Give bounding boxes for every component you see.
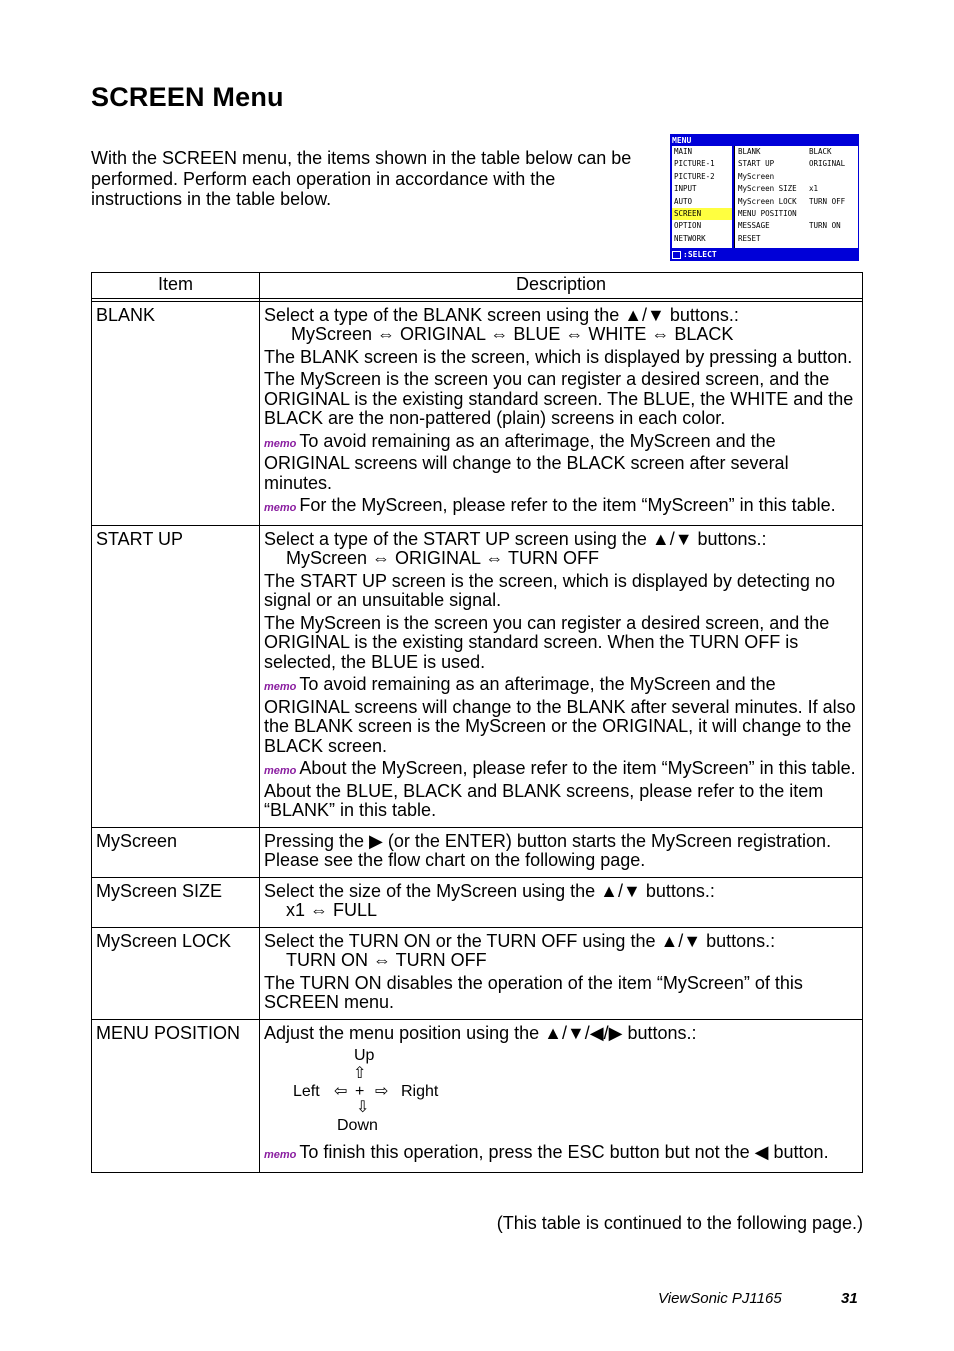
- memo-icon: memo: [264, 502, 297, 514]
- table-row-startup: [92, 525, 863, 827]
- item-cell: START UP: [92, 525, 260, 827]
- menu-right-row: [735, 208, 858, 220]
- page-title: SCREEN Menu: [91, 82, 284, 112]
- menu-row-name: MESSAGE: [738, 221, 770, 231]
- menu-row-name: START UP: [738, 159, 775, 169]
- menu-row-name: MyScreen SIZE: [738, 184, 797, 194]
- memo-icon: memo: [264, 1149, 297, 1161]
- desc-line: Select a type of the BLANK screen using the ▲/▼ buttons.:: [264, 304, 739, 325]
- menu-left-item: MAIN: [674, 147, 693, 156]
- menu-footer: [672, 249, 717, 260]
- intro-paragraph: With the SCREEN menu, the items shown in the table below can be performed. Perform each operation in accordance with the instructions in the table below.: [91, 148, 632, 209]
- description-cell: [260, 927, 863, 1019]
- page-number: 31: [841, 1290, 858, 1307]
- description-cell: [260, 301, 863, 525]
- desc-line: Adjust the menu position using the ▲/▼/◀/▶ buttons.:: [264, 1022, 697, 1043]
- item-cell: BLANK: [92, 301, 260, 525]
- desc-paragraph: The BLANK screen is the screen, which is displayed by pressing a button.: [264, 346, 853, 367]
- item-cell: MyScreen: [92, 827, 260, 877]
- desc-options: x1 ⇔ FULL: [286, 900, 378, 920]
- desc-paragraph: Pressing the ▶ (or the ENTER) button starts the MyScreen registration. Please see the flow chart on the following page.: [264, 830, 832, 870]
- menu-row-name: MENU POSITION: [738, 208, 797, 218]
- menu-row-name: BLANK: [738, 147, 761, 156]
- memo-text: To avoid remaining as an afterimage, the MyScreen and the ORIGINAL screens will change to the BLANK after several minutes. If also the BLANK screen is the MyScreen or the ORIGINAL, it will change to the BLACK screen.: [264, 674, 856, 756]
- menu-right-row: [735, 196, 858, 208]
- select-icon: [672, 251, 681, 259]
- item-cell: MENU POSITION: [92, 1019, 260, 1172]
- diagram-right-label: Right: [401, 1083, 439, 1100]
- menu-right-row: [735, 220, 858, 232]
- menu-left-list: [672, 146, 732, 248]
- menu-left-item: INPUT: [674, 184, 697, 194]
- screen-menu-screenshot: [670, 134, 859, 261]
- menu-right-row: [735, 171, 858, 183]
- up-arrow-icon: ⇧: [353, 1065, 367, 1082]
- memo-icon: memo: [264, 765, 297, 777]
- memo-icon: memo: [264, 437, 297, 450]
- memo-text: For the MyScreen, please refer to the item “MyScreen” in this table.: [299, 495, 836, 515]
- menu-left-item: PICTURE-1: [674, 159, 715, 169]
- table-row-myscreen: [92, 827, 863, 877]
- memo-text: To avoid remaining as an afterimage, the MyScreen and the ORIGINAL screens will change to the BLACK screen after several minutes.: [264, 430, 789, 493]
- menu-row-value: ORIGINAL: [809, 159, 846, 169]
- menu-row-value: TURN OFF: [809, 196, 846, 206]
- menu-left-item: AUTO: [674, 196, 693, 206]
- menu-left-item: OPTION: [674, 221, 702, 231]
- description-cell: [260, 1019, 863, 1172]
- menu-right-list: [734, 146, 858, 248]
- menu-right-row: [735, 233, 858, 245]
- item-cell: MyScreen SIZE: [92, 877, 260, 927]
- table-row-myscreen-lock: [92, 927, 863, 1019]
- table-header-row: [92, 273, 863, 299]
- down-arrow-icon: ⇩: [356, 1099, 370, 1116]
- menu-left-item: SCREEN: [672, 208, 732, 220]
- menu-right-row: [735, 158, 858, 170]
- menu-left-item: NETWORK: [674, 233, 706, 243]
- table-row-myscreen-size: [92, 877, 863, 927]
- memo-icon: memo: [264, 681, 297, 693]
- diagram-down-label: Down: [337, 1117, 378, 1134]
- table-row-blank: [92, 301, 863, 525]
- memo-note: [264, 675, 858, 756]
- description-cell: [260, 827, 863, 877]
- diagram-left-label: Left: [293, 1083, 320, 1100]
- memo-note: [264, 759, 858, 821]
- desc-options: TURN ON ⇔ TURN OFF: [286, 950, 487, 970]
- memo-note: [264, 432, 858, 494]
- description-cell: [260, 525, 863, 827]
- menu-left-item: PICTURE-2: [674, 171, 715, 181]
- desc-options: MyScreen ⇔ ORIGINAL ⇔ TURN OFF: [286, 548, 600, 568]
- menu-header: MENU: [672, 136, 692, 145]
- memo-note: [264, 1143, 858, 1166]
- desc-paragraph: The MyScreen is the screen you can register a desired screen, and the ORIGINAL is the existing standard screen. The BLUE, the WHITE and the BLACK are the non-pattered (plain) screens in each color.: [264, 369, 854, 428]
- right-arrow-icon: ⇨: [375, 1083, 389, 1100]
- desc-paragraph: The TURN ON disables the operation of the item “MyScreen” of this SCREEN menu.: [264, 972, 803, 1012]
- header-description: Description: [260, 273, 863, 299]
- diagram-center: +: [355, 1083, 365, 1100]
- item-cell: MyScreen LOCK: [92, 927, 260, 1019]
- header-item: Item: [92, 273, 260, 299]
- continued-note: (This table is continued to the following page.): [496, 1213, 863, 1233]
- desc-options: MyScreen ⇔ ORIGINAL ⇔ BLUE ⇔ WHITE ⇔ BLACK: [291, 324, 734, 344]
- desc-line: Select a type of the START UP screen using the ▲/▼ buttons.:: [264, 528, 767, 549]
- left-arrow-icon: ⇦: [334, 1083, 348, 1100]
- menu-row-name: MyScreen: [738, 171, 775, 181]
- menu-row-value: x1: [809, 184, 819, 194]
- table-row-menu-position: [92, 1019, 863, 1172]
- menu-row-name: MyScreen LOCK: [738, 196, 797, 206]
- memo-note: [264, 496, 858, 519]
- menu-row-value: TURN ON: [809, 221, 841, 231]
- screen-menu-table: [91, 272, 863, 1173]
- menu-footer-label: :SELECT: [683, 250, 717, 259]
- desc-paragraph: The START UP screen is the screen, which is displayed by detecting no signal or an unsuitable signal.: [264, 570, 835, 610]
- desc-paragraph: The MyScreen is the screen you can register a desired screen, and the ORIGINAL is the existing standard screen. When the TURN OFF is selected, the BLUE is used.: [264, 612, 830, 672]
- memo-text: About the MyScreen, please refer to the item “MyScreen” in this table. About the BLUE, BLACK and BLANK screens, please refer to the item “BLANK” in this table.: [264, 758, 856, 820]
- description-cell: [260, 877, 863, 927]
- desc-line: Select the size of the MyScreen using the ▲/▼ buttons.:: [264, 880, 715, 901]
- menu-row-name: RESET: [738, 233, 761, 243]
- desc-line: Select the TURN ON or the TURN OFF using the ▲/▼ buttons.:: [264, 930, 776, 951]
- menu-right-row: [735, 146, 858, 158]
- direction-diagram: [264, 1043, 858, 1143]
- menu-row-value: BLACK: [809, 147, 832, 156]
- menu-right-row: [735, 183, 858, 195]
- memo-text: To finish this operation, press the ESC button but not the ◀ button.: [299, 1142, 829, 1162]
- footer-brand: ViewSonic PJ1165: [658, 1290, 782, 1307]
- diagram-up-label: Up: [354, 1047, 375, 1064]
